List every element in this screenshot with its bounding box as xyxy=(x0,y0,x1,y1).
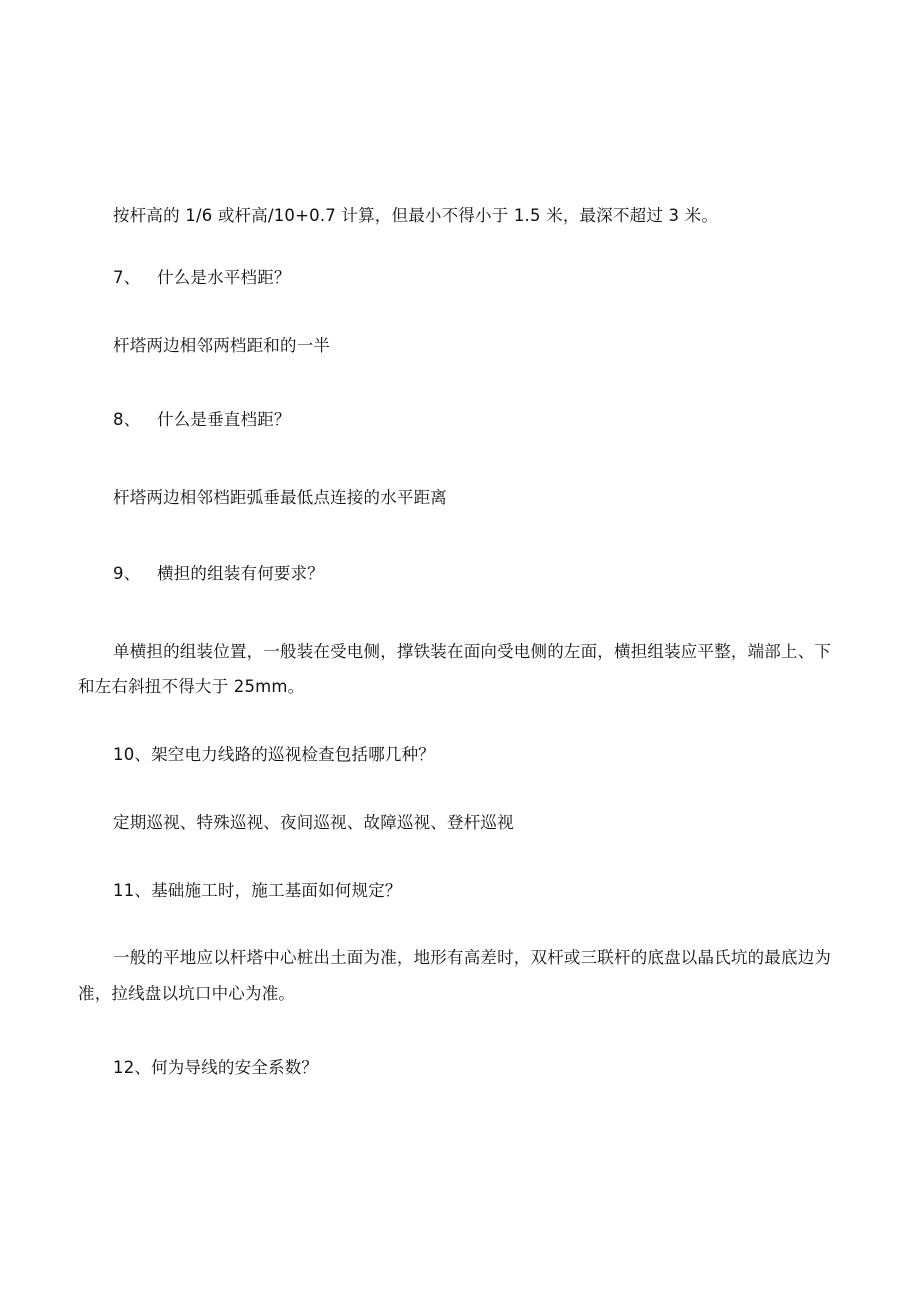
question-8 xyxy=(113,409,291,431)
question-11 xyxy=(113,880,402,902)
question-9-number: 9、 xyxy=(113,564,141,583)
question-12 xyxy=(113,1057,318,1079)
question-9 xyxy=(113,563,324,585)
question-7-number: 7、 xyxy=(113,268,141,287)
question-9-text: 横担的组装有何要求？ xyxy=(157,564,324,583)
question-7-text: 什么是水平档距？ xyxy=(157,268,291,287)
answer-9-line-1: 单横担的组装位置，一般装在受电侧，撑铁装在面向受电侧的左面，横担组装应平整，端部上、下 xyxy=(113,642,832,661)
question-11-text: 基础施工时，施工基面如何规定？ xyxy=(151,881,402,900)
question-10-text: 架空电力线路的巡视检查包括哪几种？ xyxy=(151,745,436,764)
answer-11-line-1: 一般的平地应以杆塔中心桩出土面为准，地形有高差时，双杆或三联杆的底盘以晶氏坑的最底边为 xyxy=(113,948,832,967)
question-12-text: 何为导线的安全系数？ xyxy=(151,1058,319,1077)
answer-6-text: 按杆高的 1/6 或杆高/10+0.7 计算，但最小不得小于 1.5 米，最深不超过 3 米。 xyxy=(113,206,719,225)
question-7 xyxy=(113,267,291,289)
answer-10-text: 定期巡视、特殊巡视、夜间巡视、故障巡视、登杆巡视 xyxy=(113,813,514,832)
question-12-number: 12、 xyxy=(113,1058,152,1077)
question-10 xyxy=(113,744,435,766)
question-10-number: 10、 xyxy=(113,745,152,764)
question-11-number: 11、 xyxy=(113,881,152,900)
answer-8-text: 杆塔两边相邻档距弧垂最低点连接的水平距离 xyxy=(113,488,447,507)
answer-7-text: 杆塔两边相邻两档距和的一半 xyxy=(113,336,331,355)
answer-9-line-2: 和左右斜扭不得大于 25mm。 xyxy=(78,677,305,696)
question-8-text: 什么是垂直档距？ xyxy=(157,410,291,429)
question-8-number: 8、 xyxy=(113,410,141,429)
answer-11-line-2: 准，拉线盘以坑口中心为准。 xyxy=(78,984,296,1003)
